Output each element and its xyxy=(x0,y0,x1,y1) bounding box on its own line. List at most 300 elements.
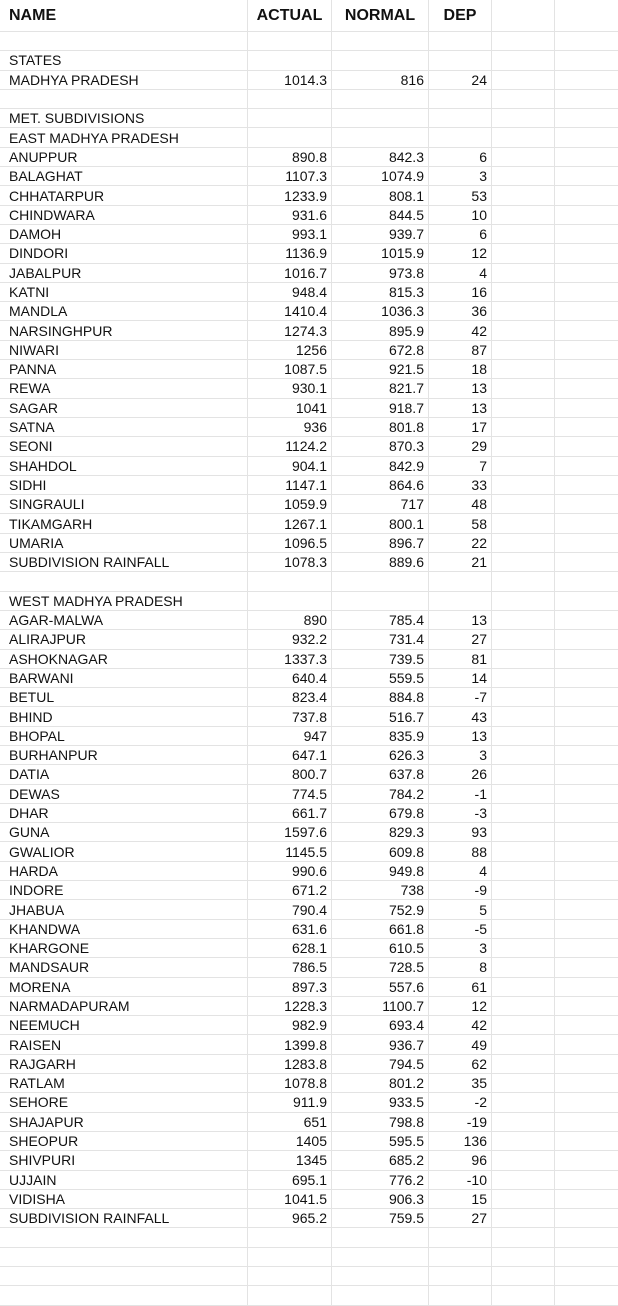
dep-cell[interactable]: -9 xyxy=(429,881,492,899)
normal-cell[interactable]: 516.7 xyxy=(332,707,429,725)
dep-cell[interactable]: 96 xyxy=(429,1151,492,1169)
dep-cell[interactable]: 7 xyxy=(429,457,492,475)
empty-cell[interactable] xyxy=(555,650,618,668)
empty-cell[interactable] xyxy=(555,476,618,494)
name-cell[interactable]: PANNA xyxy=(0,360,248,378)
dep-cell[interactable]: 12 xyxy=(429,997,492,1015)
name-cell[interactable]: MANDLA xyxy=(0,302,248,320)
normal-cell[interactable] xyxy=(332,128,429,146)
actual-cell[interactable]: 1145.5 xyxy=(248,842,332,860)
actual-cell[interactable]: 1041 xyxy=(248,399,332,417)
normal-cell[interactable]: 842.3 xyxy=(332,148,429,166)
empty-cell[interactable] xyxy=(555,514,618,532)
empty-cell[interactable] xyxy=(492,457,555,475)
dep-cell[interactable] xyxy=(429,1248,492,1266)
name-cell[interactable]: KATNI xyxy=(0,283,248,301)
dep-cell[interactable]: 93 xyxy=(429,823,492,841)
empty-cell[interactable] xyxy=(555,148,618,166)
dep-cell[interactable]: 27 xyxy=(429,630,492,648)
empty-cell[interactable] xyxy=(492,128,555,146)
normal-cell[interactable] xyxy=(332,90,429,108)
normal-cell[interactable]: 921.5 xyxy=(332,360,429,378)
empty-cell[interactable] xyxy=(492,186,555,204)
empty-cell[interactable] xyxy=(492,1151,555,1169)
normal-cell[interactable]: 906.3 xyxy=(332,1190,429,1208)
empty-cell[interactable] xyxy=(492,823,555,841)
name-cell[interactable] xyxy=(0,1228,248,1246)
dep-cell[interactable]: 3 xyxy=(429,939,492,957)
name-cell[interactable]: SHAHDOL xyxy=(0,457,248,475)
empty-cell[interactable] xyxy=(492,804,555,822)
empty-cell[interactable] xyxy=(555,611,618,629)
dep-cell[interactable]: 13 xyxy=(429,379,492,397)
empty-cell[interactable] xyxy=(555,630,618,648)
actual-cell[interactable]: 948.4 xyxy=(248,283,332,301)
dep-cell[interactable]: 22 xyxy=(429,534,492,552)
actual-cell[interactable]: 661.7 xyxy=(248,804,332,822)
name-cell[interactable]: BARWANI xyxy=(0,669,248,687)
empty-cell[interactable] xyxy=(492,1093,555,1111)
actual-cell[interactable] xyxy=(248,572,332,590)
name-cell[interactable]: MORENA xyxy=(0,978,248,996)
empty-cell[interactable] xyxy=(555,264,618,282)
actual-cell[interactable]: 931.6 xyxy=(248,206,332,224)
name-cell[interactable]: SHIVPURI xyxy=(0,1151,248,1169)
actual-cell[interactable] xyxy=(248,51,332,69)
dep-cell[interactable]: -10 xyxy=(429,1171,492,1189)
normal-cell[interactable]: 889.6 xyxy=(332,553,429,571)
actual-cell[interactable]: 695.1 xyxy=(248,1171,332,1189)
empty-cell[interactable] xyxy=(555,1074,618,1092)
normal-cell[interactable]: 949.8 xyxy=(332,862,429,880)
name-cell[interactable]: RAISEN xyxy=(0,1035,248,1053)
empty-cell[interactable] xyxy=(492,1074,555,1092)
name-cell[interactable]: SHEOPUR xyxy=(0,1132,248,1150)
name-cell[interactable]: DHAR xyxy=(0,804,248,822)
actual-cell[interactable]: 1228.3 xyxy=(248,997,332,1015)
empty-cell[interactable] xyxy=(492,90,555,108)
actual-cell[interactable] xyxy=(248,1248,332,1266)
actual-cell[interactable]: 990.6 xyxy=(248,862,332,880)
empty-cell[interactable] xyxy=(492,1267,555,1285)
normal-cell[interactable]: 776.2 xyxy=(332,1171,429,1189)
actual-cell[interactable]: 897.3 xyxy=(248,978,332,996)
actual-cell[interactable]: 1405 xyxy=(248,1132,332,1150)
normal-cell[interactable]: 939.7 xyxy=(332,225,429,243)
empty-cell[interactable] xyxy=(492,109,555,127)
dep-cell[interactable]: 21 xyxy=(429,553,492,571)
name-cell[interactable]: NEEMUCH xyxy=(0,1016,248,1034)
actual-cell[interactable]: 965.2 xyxy=(248,1209,332,1227)
dep-cell[interactable] xyxy=(429,1286,492,1304)
normal-cell[interactable]: 559.5 xyxy=(332,669,429,687)
normal-cell[interactable] xyxy=(332,1286,429,1304)
empty-cell[interactable] xyxy=(492,1209,555,1227)
empty-cell[interactable] xyxy=(555,128,618,146)
name-cell[interactable]: BALAGHAT xyxy=(0,167,248,185)
normal-cell[interactable] xyxy=(332,109,429,127)
empty-cell[interactable] xyxy=(555,1190,618,1208)
name-cell[interactable]: SUBDIVISION RAINFALL xyxy=(0,1209,248,1227)
name-cell[interactable]: SEONI xyxy=(0,437,248,455)
dep-cell[interactable]: 10 xyxy=(429,206,492,224)
actual-cell[interactable]: 911.9 xyxy=(248,1093,332,1111)
actual-cell[interactable] xyxy=(248,128,332,146)
dep-cell[interactable]: 18 xyxy=(429,360,492,378)
dep-cell[interactable]: 4 xyxy=(429,862,492,880)
name-cell[interactable]: HARDA xyxy=(0,862,248,880)
normal-cell[interactable]: 626.3 xyxy=(332,746,429,764)
dep-cell[interactable]: 42 xyxy=(429,1016,492,1034)
normal-cell[interactable]: 1074.9 xyxy=(332,167,429,185)
empty-cell[interactable] xyxy=(492,71,555,89)
name-cell[interactable] xyxy=(0,1267,248,1285)
name-cell[interactable]: CHINDWARA xyxy=(0,206,248,224)
normal-cell[interactable]: 595.5 xyxy=(332,1132,429,1150)
empty-cell[interactable] xyxy=(555,1228,618,1246)
name-cell[interactable]: DINDORI xyxy=(0,244,248,262)
dep-cell[interactable]: 3 xyxy=(429,746,492,764)
dep-cell[interactable]: -5 xyxy=(429,920,492,938)
normal-cell[interactable]: 1015.9 xyxy=(332,244,429,262)
dep-cell[interactable]: 6 xyxy=(429,225,492,243)
empty-cell[interactable] xyxy=(492,688,555,706)
empty-cell[interactable] xyxy=(492,264,555,282)
normal-cell[interactable]: 816 xyxy=(332,71,429,89)
actual-cell[interactable]: 1410.4 xyxy=(248,302,332,320)
actual-cell[interactable] xyxy=(248,592,332,610)
dep-cell[interactable] xyxy=(429,1228,492,1246)
normal-cell[interactable]: 557.6 xyxy=(332,978,429,996)
name-cell[interactable] xyxy=(0,1248,248,1266)
name-cell[interactable]: DAMOH xyxy=(0,225,248,243)
normal-cell[interactable]: 936.7 xyxy=(332,1035,429,1053)
actual-cell[interactable]: 1041.5 xyxy=(248,1190,332,1208)
empty-cell[interactable] xyxy=(492,707,555,725)
dep-cell[interactable]: 16 xyxy=(429,283,492,301)
empty-cell[interactable] xyxy=(555,71,618,89)
empty-cell[interactable] xyxy=(555,1151,618,1169)
name-cell[interactable]: DEWAS xyxy=(0,785,248,803)
actual-cell[interactable]: 671.2 xyxy=(248,881,332,899)
name-cell[interactable]: SUBDIVISION RAINFALL xyxy=(0,553,248,571)
empty-cell[interactable] xyxy=(492,302,555,320)
dep-cell[interactable] xyxy=(429,592,492,610)
normal-cell[interactable] xyxy=(332,51,429,69)
normal-cell[interactable] xyxy=(332,1228,429,1246)
dep-cell[interactable]: 53 xyxy=(429,186,492,204)
actual-cell[interactable]: 823.4 xyxy=(248,688,332,706)
header-actual[interactable]: ACTUAL xyxy=(248,0,332,31)
empty-cell[interactable] xyxy=(555,572,618,590)
empty-cell[interactable] xyxy=(492,862,555,880)
actual-cell[interactable]: 1124.2 xyxy=(248,437,332,455)
normal-cell[interactable]: 933.5 xyxy=(332,1093,429,1111)
empty-cell[interactable] xyxy=(555,1171,618,1189)
normal-cell[interactable]: 896.7 xyxy=(332,534,429,552)
empty-cell[interactable] xyxy=(555,437,618,455)
normal-cell[interactable]: 738 xyxy=(332,881,429,899)
normal-cell[interactable]: 1100.7 xyxy=(332,997,429,1015)
normal-cell[interactable]: 785.4 xyxy=(332,611,429,629)
empty-cell[interactable] xyxy=(555,592,618,610)
empty-cell[interactable] xyxy=(555,1132,618,1150)
empty-cell[interactable] xyxy=(555,90,618,108)
name-cell[interactable]: ASHOKNAGAR xyxy=(0,650,248,668)
empty-cell[interactable] xyxy=(555,225,618,243)
name-cell[interactable]: WEST MADHYA PRADESH xyxy=(0,592,248,610)
dep-cell[interactable]: 48 xyxy=(429,495,492,513)
empty-cell[interactable] xyxy=(492,900,555,918)
actual-cell[interactable]: 1016.7 xyxy=(248,264,332,282)
empty-cell[interactable] xyxy=(555,881,618,899)
actual-cell[interactable]: 1274.3 xyxy=(248,321,332,339)
actual-cell[interactable]: 640.4 xyxy=(248,669,332,687)
dep-cell[interactable]: -1 xyxy=(429,785,492,803)
actual-cell[interactable]: 947 xyxy=(248,727,332,745)
empty-cell[interactable] xyxy=(492,611,555,629)
empty-cell[interactable] xyxy=(555,1035,618,1053)
actual-cell[interactable]: 651 xyxy=(248,1113,332,1131)
empty-cell[interactable] xyxy=(492,321,555,339)
empty-cell[interactable] xyxy=(492,360,555,378)
name-cell[interactable]: SATNA xyxy=(0,418,248,436)
empty-cell[interactable] xyxy=(492,727,555,745)
normal-cell[interactable]: 752.9 xyxy=(332,900,429,918)
dep-cell[interactable]: 29 xyxy=(429,437,492,455)
normal-cell[interactable] xyxy=(332,1267,429,1285)
empty-cell[interactable] xyxy=(492,553,555,571)
empty-cell[interactable] xyxy=(555,1016,618,1034)
actual-cell[interactable]: 1078.8 xyxy=(248,1074,332,1092)
name-cell[interactable]: BURHANPUR xyxy=(0,746,248,764)
dep-cell[interactable]: 61 xyxy=(429,978,492,996)
empty-cell[interactable] xyxy=(555,842,618,860)
empty-cell[interactable] xyxy=(492,1055,555,1073)
empty-cell[interactable] xyxy=(555,0,618,31)
normal-cell[interactable]: 784.2 xyxy=(332,785,429,803)
empty-cell[interactable] xyxy=(492,765,555,783)
empty-cell[interactable] xyxy=(492,650,555,668)
empty-cell[interactable] xyxy=(492,630,555,648)
name-cell[interactable]: NIWARI xyxy=(0,341,248,359)
empty-cell[interactable] xyxy=(492,283,555,301)
empty-cell[interactable] xyxy=(492,244,555,262)
name-cell[interactable]: RATLAM xyxy=(0,1074,248,1092)
actual-cell[interactable]: 1256 xyxy=(248,341,332,359)
normal-cell[interactable]: 685.2 xyxy=(332,1151,429,1169)
name-cell[interactable]: NARMADAPURAM xyxy=(0,997,248,1015)
dep-cell[interactable] xyxy=(429,572,492,590)
empty-cell[interactable] xyxy=(555,1267,618,1285)
actual-cell[interactable]: 932.2 xyxy=(248,630,332,648)
empty-cell[interactable] xyxy=(555,958,618,976)
dep-cell[interactable]: 35 xyxy=(429,1074,492,1092)
name-cell[interactable]: RAJGARH xyxy=(0,1055,248,1073)
normal-cell[interactable]: 801.8 xyxy=(332,418,429,436)
empty-cell[interactable] xyxy=(492,1016,555,1034)
normal-cell[interactable]: 794.5 xyxy=(332,1055,429,1073)
empty-cell[interactable] xyxy=(555,785,618,803)
name-cell[interactable]: INDORE xyxy=(0,881,248,899)
empty-cell[interactable] xyxy=(492,399,555,417)
empty-cell[interactable] xyxy=(492,0,555,31)
dep-cell[interactable]: 14 xyxy=(429,669,492,687)
empty-cell[interactable] xyxy=(555,1113,618,1131)
name-cell[interactable]: MET. SUBDIVISIONS xyxy=(0,109,248,127)
normal-cell[interactable]: 800.1 xyxy=(332,514,429,532)
name-cell[interactable]: JABALPUR xyxy=(0,264,248,282)
empty-cell[interactable] xyxy=(555,1248,618,1266)
actual-cell[interactable]: 1059.9 xyxy=(248,495,332,513)
empty-cell[interactable] xyxy=(492,1113,555,1131)
empty-cell[interactable] xyxy=(492,939,555,957)
name-cell[interactable] xyxy=(0,32,248,50)
empty-cell[interactable] xyxy=(492,1132,555,1150)
dep-cell[interactable]: -7 xyxy=(429,688,492,706)
empty-cell[interactable] xyxy=(555,379,618,397)
dep-cell[interactable] xyxy=(429,128,492,146)
dep-cell[interactable]: -19 xyxy=(429,1113,492,1131)
actual-cell[interactable]: 1283.8 xyxy=(248,1055,332,1073)
empty-cell[interactable] xyxy=(492,534,555,552)
dep-cell[interactable]: 36 xyxy=(429,302,492,320)
dep-cell[interactable] xyxy=(429,1267,492,1285)
actual-cell[interactable]: 904.1 xyxy=(248,457,332,475)
name-cell[interactable]: REWA xyxy=(0,379,248,397)
empty-cell[interactable] xyxy=(492,920,555,938)
empty-cell[interactable] xyxy=(492,495,555,513)
empty-cell[interactable] xyxy=(555,167,618,185)
normal-cell[interactable]: 829.3 xyxy=(332,823,429,841)
dep-cell[interactable]: 88 xyxy=(429,842,492,860)
empty-cell[interactable] xyxy=(492,167,555,185)
normal-cell[interactable]: 759.5 xyxy=(332,1209,429,1227)
empty-cell[interactable] xyxy=(555,302,618,320)
actual-cell[interactable]: 628.1 xyxy=(248,939,332,957)
empty-cell[interactable] xyxy=(492,1171,555,1189)
actual-cell[interactable]: 800.7 xyxy=(248,765,332,783)
name-cell[interactable]: MANDSAUR xyxy=(0,958,248,976)
actual-cell[interactable]: 790.4 xyxy=(248,900,332,918)
dep-cell[interactable] xyxy=(429,32,492,50)
name-cell[interactable]: BETUL xyxy=(0,688,248,706)
empty-cell[interactable] xyxy=(492,341,555,359)
dep-cell[interactable]: 13 xyxy=(429,399,492,417)
empty-cell[interactable] xyxy=(555,1209,618,1227)
dep-cell[interactable]: 17 xyxy=(429,418,492,436)
actual-cell[interactable]: 1597.6 xyxy=(248,823,332,841)
normal-cell[interactable]: 801.2 xyxy=(332,1074,429,1092)
empty-cell[interactable] xyxy=(492,785,555,803)
empty-cell[interactable] xyxy=(492,51,555,69)
empty-cell[interactable] xyxy=(492,1228,555,1246)
empty-cell[interactable] xyxy=(492,1035,555,1053)
empty-cell[interactable] xyxy=(492,881,555,899)
actual-cell[interactable] xyxy=(248,1286,332,1304)
empty-cell[interactable] xyxy=(492,592,555,610)
empty-cell[interactable] xyxy=(555,553,618,571)
normal-cell[interactable] xyxy=(332,1248,429,1266)
dep-cell[interactable]: 58 xyxy=(429,514,492,532)
normal-cell[interactable]: 728.5 xyxy=(332,958,429,976)
name-cell[interactable]: NARSINGHPUR xyxy=(0,321,248,339)
empty-cell[interactable] xyxy=(555,534,618,552)
dep-cell[interactable]: 5 xyxy=(429,900,492,918)
actual-cell[interactable]: 890 xyxy=(248,611,332,629)
normal-cell[interactable]: 661.8 xyxy=(332,920,429,938)
empty-cell[interactable] xyxy=(555,341,618,359)
name-cell[interactable]: SINGRAULI xyxy=(0,495,248,513)
actual-cell[interactable]: 1014.3 xyxy=(248,71,332,89)
normal-cell[interactable]: 693.4 xyxy=(332,1016,429,1034)
empty-cell[interactable] xyxy=(555,321,618,339)
dep-cell[interactable]: 24 xyxy=(429,71,492,89)
empty-cell[interactable] xyxy=(492,206,555,224)
actual-cell[interactable]: 1087.5 xyxy=(248,360,332,378)
empty-cell[interactable] xyxy=(555,707,618,725)
actual-cell[interactable]: 631.6 xyxy=(248,920,332,938)
empty-cell[interactable] xyxy=(492,997,555,1015)
actual-cell[interactable] xyxy=(248,1228,332,1246)
empty-cell[interactable] xyxy=(492,842,555,860)
name-cell[interactable]: AGAR-MALWA xyxy=(0,611,248,629)
name-cell[interactable]: BHIND xyxy=(0,707,248,725)
dep-cell[interactable]: -3 xyxy=(429,804,492,822)
empty-cell[interactable] xyxy=(555,978,618,996)
normal-cell[interactable]: 609.8 xyxy=(332,842,429,860)
actual-cell[interactable]: 647.1 xyxy=(248,746,332,764)
normal-cell[interactable]: 731.4 xyxy=(332,630,429,648)
dep-cell[interactable]: 49 xyxy=(429,1035,492,1053)
empty-cell[interactable] xyxy=(492,958,555,976)
actual-cell[interactable]: 786.5 xyxy=(248,958,332,976)
actual-cell[interactable] xyxy=(248,109,332,127)
name-cell[interactable]: CHHATARPUR xyxy=(0,186,248,204)
dep-cell[interactable]: 62 xyxy=(429,1055,492,1073)
dep-cell[interactable]: 81 xyxy=(429,650,492,668)
normal-cell[interactable] xyxy=(332,32,429,50)
empty-cell[interactable] xyxy=(492,669,555,687)
empty-cell[interactable] xyxy=(555,418,618,436)
normal-cell[interactable]: 842.9 xyxy=(332,457,429,475)
empty-cell[interactable] xyxy=(555,669,618,687)
actual-cell[interactable]: 1233.9 xyxy=(248,186,332,204)
name-cell[interactable]: STATES xyxy=(0,51,248,69)
empty-cell[interactable] xyxy=(492,1286,555,1304)
normal-cell[interactable]: 884.8 xyxy=(332,688,429,706)
actual-cell[interactable]: 993.1 xyxy=(248,225,332,243)
empty-cell[interactable] xyxy=(555,1286,618,1304)
dep-cell[interactable]: 4 xyxy=(429,264,492,282)
actual-cell[interactable]: 890.8 xyxy=(248,148,332,166)
name-cell[interactable]: SIDHI xyxy=(0,476,248,494)
name-cell[interactable]: KHARGONE xyxy=(0,939,248,957)
normal-cell[interactable]: 637.8 xyxy=(332,765,429,783)
actual-cell[interactable] xyxy=(248,32,332,50)
dep-cell[interactable]: 43 xyxy=(429,707,492,725)
dep-cell[interactable]: 42 xyxy=(429,321,492,339)
empty-cell[interactable] xyxy=(492,437,555,455)
normal-cell[interactable]: 798.8 xyxy=(332,1113,429,1131)
name-cell[interactable]: EAST MADHYA PRADESH xyxy=(0,128,248,146)
actual-cell[interactable]: 1078.3 xyxy=(248,553,332,571)
empty-cell[interactable] xyxy=(555,920,618,938)
name-cell[interactable] xyxy=(0,90,248,108)
actual-cell[interactable]: 936 xyxy=(248,418,332,436)
dep-cell[interactable]: 3 xyxy=(429,167,492,185)
empty-cell[interactable] xyxy=(555,823,618,841)
